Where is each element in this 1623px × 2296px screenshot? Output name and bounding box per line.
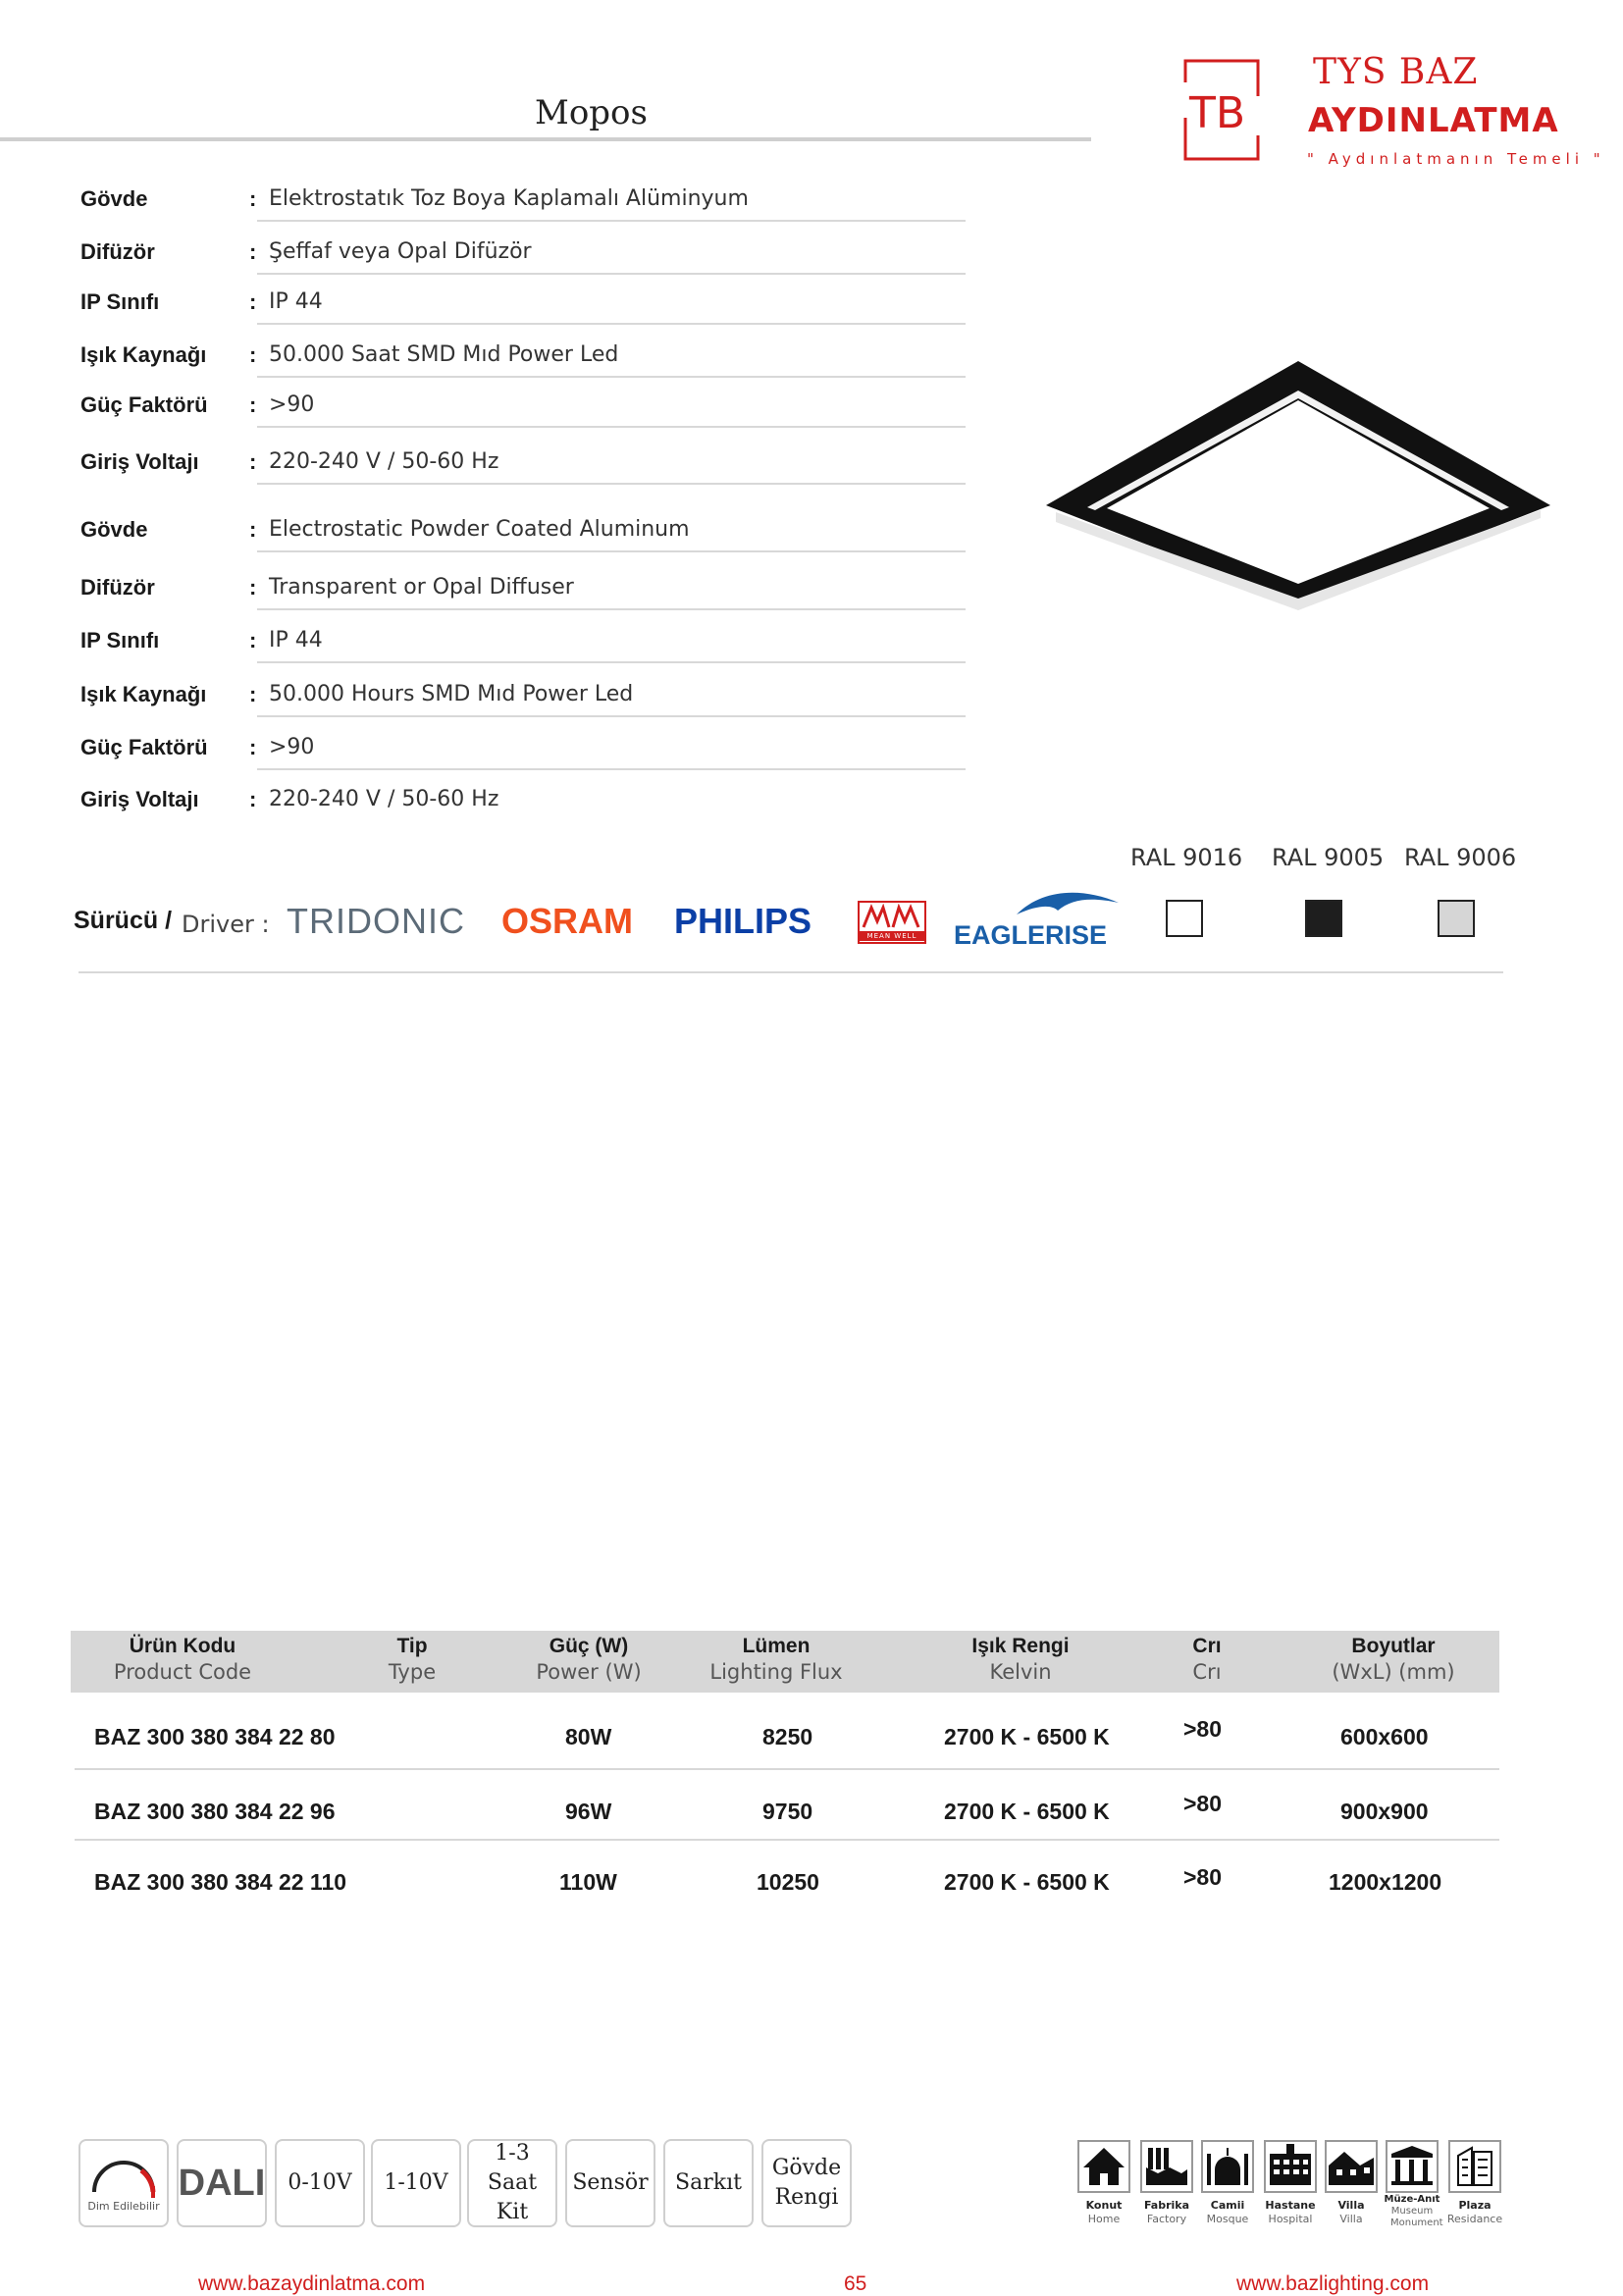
spec-value: 220-240 V / 50-60 Hz xyxy=(269,449,499,474)
spec-row-diffuser-en xyxy=(80,571,966,610)
ral-label-9016: RAL 9016 xyxy=(1130,844,1243,871)
cell-code: BAZ 300 380 384 22 80 xyxy=(94,1724,336,1749)
feature-sensor: Sensör xyxy=(565,2139,655,2227)
mosque-icon xyxy=(1201,2140,1254,2193)
plaza-icon xyxy=(1448,2140,1501,2193)
spec-label: Giriş Voltajı xyxy=(80,787,199,811)
spec-colon: : xyxy=(249,628,257,652)
spec-colon: : xyxy=(249,735,257,759)
cell-power: 110W xyxy=(559,1869,617,1895)
spec-label: Güç Faktörü xyxy=(80,735,208,759)
feature-govde-line2: Rengi xyxy=(774,2185,839,2210)
logo-slogan: " Aydınlatmanın Temeli " xyxy=(1307,150,1605,168)
cell-lumen: 9750 xyxy=(762,1799,813,1824)
col-header-type: Tip Type xyxy=(388,1635,437,1684)
spec-divider xyxy=(257,608,966,610)
hospital-icon xyxy=(1264,2140,1317,2193)
logo-name-line2: AYDINLATMA xyxy=(1308,101,1559,140)
spec-colon: : xyxy=(249,342,257,367)
driver-label-tr: Sürücü / xyxy=(74,907,173,934)
product-image xyxy=(1038,353,1558,613)
building-label-hospital: Hastane Hospital xyxy=(1265,2199,1316,2225)
col-header-lumen: Lümen Lighting Flux xyxy=(709,1635,843,1684)
cell-dimensions: 900x900 xyxy=(1340,1799,1429,1824)
building-label-villa: Villa Villa xyxy=(1337,2199,1365,2225)
villa-icon xyxy=(1325,2140,1378,2193)
spec-label: Difüzör xyxy=(80,575,155,600)
feature-0-10v: 0-10V xyxy=(275,2139,365,2227)
brand-philips: PHILIPS xyxy=(674,901,812,941)
ral-swatch-9016 xyxy=(1166,900,1203,937)
eagle-icon xyxy=(1013,885,1121,916)
building-label-mosque: Camii Mosque xyxy=(1206,2199,1249,2225)
brand-eaglerise: EAGLERISE xyxy=(954,920,1108,950)
col-header-cri: Crı Crı xyxy=(1192,1635,1222,1684)
ral-label-9006: RAL 9006 xyxy=(1404,844,1517,871)
building-label-plaza: Plaza Residance xyxy=(1446,2199,1503,2225)
spec-value: 50.000 Saat SMD Mıd Power Led xyxy=(269,342,619,367)
cell-code: BAZ 300 380 384 22 96 xyxy=(94,1799,336,1824)
spec-value: Electrostatic Powder Coated Aluminum xyxy=(269,517,690,542)
factory-icon xyxy=(1140,2140,1193,2193)
spec-divider xyxy=(257,715,966,717)
logo-icon xyxy=(1183,57,1260,163)
cell-power: 80W xyxy=(565,1724,612,1749)
dim-icon xyxy=(86,2153,161,2200)
spec-divider xyxy=(257,220,966,222)
footer-link-left[interactable]: www.bazaydinlatma.com xyxy=(198,2272,426,2295)
spec-label: Giriş Voltajı xyxy=(80,449,199,474)
spec-value: Transparent or Opal Diffuser xyxy=(269,575,574,600)
col-header-code: Ürün Kodu Product Code xyxy=(113,1635,252,1684)
row-divider xyxy=(75,1839,1499,1841)
spec-label: IP Sınıfı xyxy=(80,628,160,652)
logo-name-line1: TYS BAZ xyxy=(1313,52,1479,92)
spec-value: Elektrostatık Toz Boya Kaplamalı Alüminyum xyxy=(269,186,749,211)
spec-row-body xyxy=(80,183,966,222)
spec-row-power-factor xyxy=(80,389,966,428)
spec-colon: : xyxy=(249,239,257,264)
brand-meanwell-logo xyxy=(858,901,926,944)
ral-swatch-9005 xyxy=(1305,900,1342,937)
driver-label-en: Driver : xyxy=(182,911,270,938)
spec-divider xyxy=(257,483,966,485)
feature-emergency-kit xyxy=(467,2139,557,2227)
cell-power: 96W xyxy=(565,1799,612,1824)
feature-body-color xyxy=(761,2139,852,2227)
feature-dali: DALI xyxy=(177,2139,267,2227)
spec-divider xyxy=(257,323,966,325)
cell-kelvin: 2700 K - 6500 K xyxy=(944,1869,1110,1895)
driver-divider xyxy=(79,971,1503,973)
spec-divider xyxy=(257,768,966,770)
spec-label: Güç Faktörü xyxy=(80,392,208,417)
cell-cri: >80 xyxy=(1183,1864,1223,1890)
cell-lumen: 10250 xyxy=(757,1869,819,1895)
spec-row-ip-en xyxy=(80,624,966,663)
feature-dimmable xyxy=(79,2139,169,2227)
spec-divider xyxy=(257,661,966,663)
spec-label: IP Sınıfı xyxy=(80,289,160,314)
ral-label-9005: RAL 9005 xyxy=(1272,844,1385,871)
spec-colon: : xyxy=(249,289,257,314)
building-label-home: Konut Home xyxy=(1085,2199,1123,2225)
spec-divider xyxy=(257,376,966,378)
spec-colon: : xyxy=(249,575,257,600)
spec-label: Gövde xyxy=(80,186,148,211)
feature-kit-line2: Kit xyxy=(496,2200,529,2224)
cell-kelvin: 2700 K - 6500 K xyxy=(944,1724,1110,1749)
spec-value: Şeffaf veya Opal Difüzör xyxy=(269,239,532,264)
row-divider xyxy=(75,1768,1499,1770)
museum-icon xyxy=(1386,2140,1439,2193)
page-number: 65 xyxy=(844,2272,867,2295)
spec-row-input-voltage-en xyxy=(80,783,966,822)
spec-row-body-en xyxy=(80,513,966,552)
spec-colon: : xyxy=(249,787,257,811)
ral-swatch-9006 xyxy=(1438,900,1475,937)
brand-meanwell: MEAN WELL xyxy=(860,931,924,941)
spec-value: 220-240 V / 50-60 Hz xyxy=(269,787,499,811)
spec-label: Gövde xyxy=(80,517,148,542)
meanwell-mark-icon xyxy=(860,904,924,929)
cell-dimensions: 1200x1200 xyxy=(1329,1869,1442,1895)
spec-row-power-factor-en xyxy=(80,731,966,770)
spec-row-diffuser xyxy=(80,235,966,275)
brand-tridonic: TRIDONIC xyxy=(287,901,465,941)
spec-row-ip xyxy=(80,286,966,325)
spec-label: Işık Kaynağı xyxy=(80,682,207,706)
spec-colon: : xyxy=(249,517,257,542)
col-header-dimensions: Boyutlar (WxL) (mm) xyxy=(1332,1635,1455,1684)
logo-monogram: TB xyxy=(1189,88,1246,138)
spec-divider xyxy=(257,426,966,428)
brand-eaglerise-logo xyxy=(952,885,1134,950)
spec-colon: : xyxy=(249,186,257,211)
home-icon xyxy=(1077,2140,1130,2193)
spec-value: >90 xyxy=(269,392,315,417)
spec-colon: : xyxy=(249,392,257,417)
cell-code: BAZ 300 380 384 22 110 xyxy=(94,1869,347,1895)
building-label-factory: Fabrika Factory xyxy=(1143,2199,1190,2225)
cell-cri: >80 xyxy=(1183,1791,1223,1816)
feature-1-10v: 1-10V xyxy=(371,2139,461,2227)
col-header-power: Güç (W) Power (W) xyxy=(536,1635,642,1684)
building-label-museum: Müze-Anıt Museum Monument xyxy=(1384,2194,1443,2228)
feature-govde-line1: Gövde xyxy=(771,2156,842,2180)
page-title: Mopos xyxy=(535,93,648,132)
spec-row-light-source-en xyxy=(80,678,966,717)
spec-value: >90 xyxy=(269,735,315,759)
cell-cri: >80 xyxy=(1183,1716,1223,1742)
spec-colon: : xyxy=(249,449,257,474)
spec-colon: : xyxy=(249,682,257,706)
spec-label: Difüzör xyxy=(80,239,155,264)
brand-osram: OSRAM xyxy=(501,901,633,941)
spec-divider xyxy=(257,550,966,552)
spec-divider xyxy=(257,273,966,275)
feature-kit-line1: 1-3 Saat xyxy=(487,2141,538,2195)
title-divider xyxy=(0,137,1091,141)
spec-row-input-voltage xyxy=(80,445,966,485)
col-header-kelvin: Işık Rengi Kelvin xyxy=(971,1635,1070,1684)
feature-pendant: Sarkıt xyxy=(663,2139,754,2227)
cell-dimensions: 600x600 xyxy=(1340,1724,1429,1749)
spec-value: 50.000 Hours SMD Mıd Power Led xyxy=(269,682,634,706)
feature-dimmable-label: Dim Edilebilir xyxy=(87,2200,160,2213)
spec-row-light-source xyxy=(80,339,966,378)
spec-label: Işık Kaynağı xyxy=(80,342,207,367)
spec-value: IP 44 xyxy=(269,289,323,314)
footer-link-right[interactable]: www.bazlighting.com xyxy=(1236,2272,1430,2295)
cell-lumen: 8250 xyxy=(762,1724,813,1749)
spec-value: IP 44 xyxy=(269,628,323,652)
cell-kelvin: 2700 K - 6500 K xyxy=(944,1799,1110,1824)
